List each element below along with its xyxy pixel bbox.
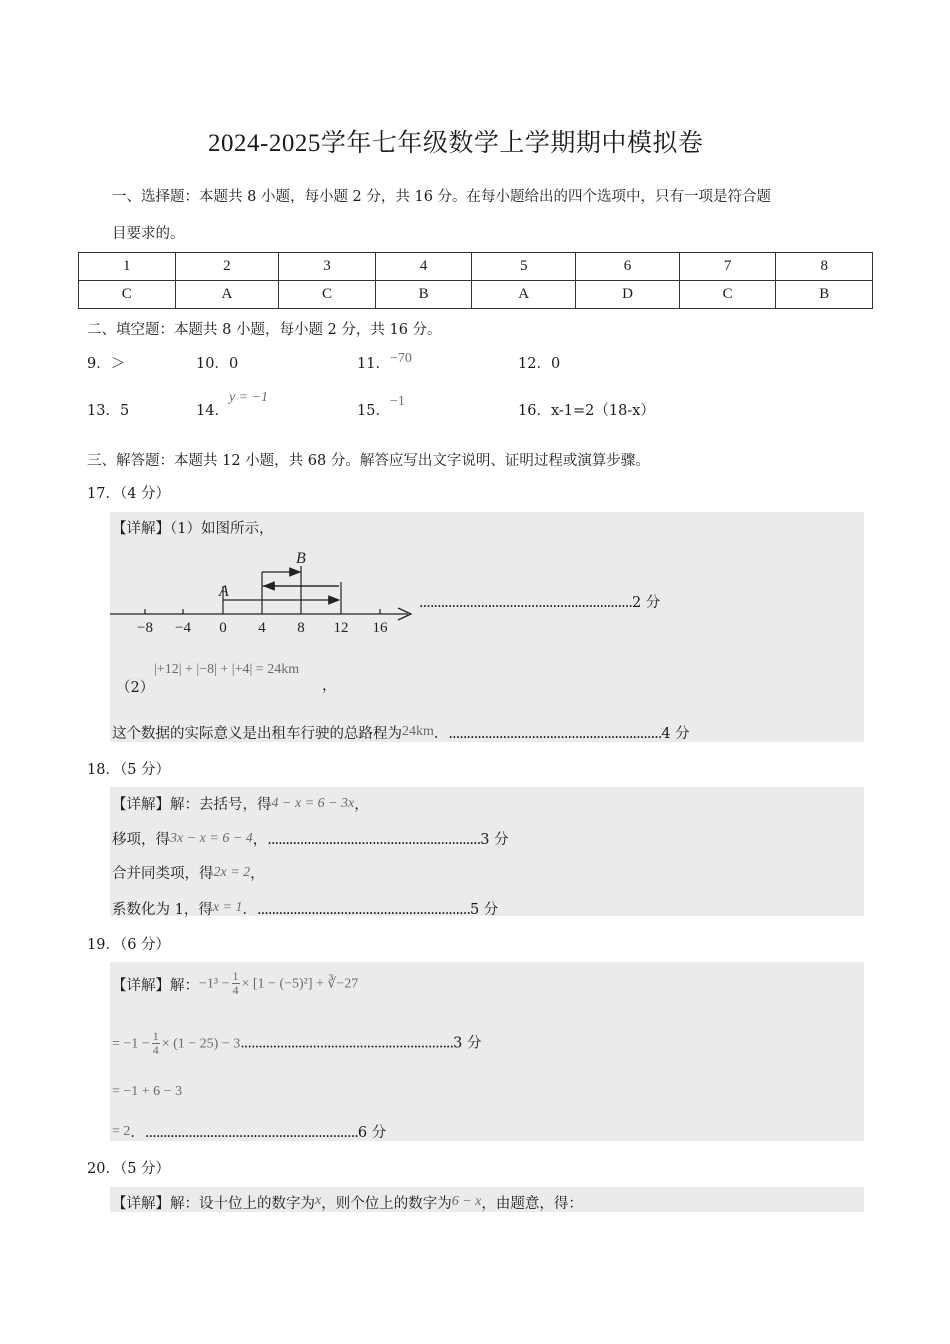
q18-line1 bbox=[112, 793, 369, 814]
table-cell: 7 bbox=[679, 253, 776, 281]
leader-dots: ........................................................... bbox=[257, 902, 470, 918]
answer-value: 5 bbox=[119, 403, 130, 419]
q17-line3-text: 这个数据的实际意义是出租车行驶的总路程为 bbox=[112, 726, 402, 742]
fill-answer-9 bbox=[87, 352, 125, 373]
q20-line1-text-a: 【详解】解：设十位上的数字为 bbox=[112, 1196, 315, 1212]
question-number: 9． bbox=[87, 356, 111, 372]
q17-part2-math: |+12| + |−8| + |+4| = 24km bbox=[154, 662, 300, 677]
table-cell: A bbox=[175, 281, 279, 309]
fill-answer-13 bbox=[87, 399, 129, 420]
page-title: 2024-2025学年七年级数学上学期期中模拟卷 bbox=[208, 130, 704, 157]
q18-line3-math: 2x = 2 bbox=[213, 865, 251, 880]
tick-labels bbox=[137, 620, 388, 636]
table-cell: 3 bbox=[279, 253, 376, 281]
tick-marks bbox=[145, 566, 380, 614]
leader-dots: ........................................................... bbox=[144, 1125, 358, 1141]
q19-line1-text: 【详解】解： bbox=[112, 977, 199, 994]
q19-line4 bbox=[112, 1121, 386, 1142]
score: 6 分 bbox=[357, 1125, 387, 1141]
section3-heading: 三、解答题：本题共 12 小题，共 68 分。解答应写出文字说明、证明过程或演算步骤。 bbox=[87, 453, 650, 469]
fill-answer-12 bbox=[518, 352, 560, 373]
tick-label: 8 bbox=[297, 620, 305, 636]
fraction-one-quarter bbox=[152, 1030, 160, 1057]
table-cell: 2 bbox=[175, 253, 279, 281]
q19-line2-math-b: × (1 − 25) − 3 bbox=[161, 1036, 241, 1052]
q17-part2-label: （2） bbox=[116, 680, 155, 696]
leader-dots: ........................................................... bbox=[419, 595, 632, 611]
table-cell: C bbox=[79, 281, 176, 309]
question-number: 11． bbox=[357, 356, 390, 372]
answer-value: ＞ bbox=[110, 356, 126, 372]
question-number: 10． bbox=[196, 356, 229, 372]
tick-label: 12 bbox=[333, 620, 349, 636]
q19-line4-math: = 2 bbox=[112, 1124, 131, 1139]
question-number: 12． bbox=[518, 356, 551, 372]
tick-label: 4 bbox=[258, 620, 266, 636]
table-cell: A bbox=[472, 281, 576, 309]
leader-dots: ........................................................... bbox=[240, 1035, 454, 1052]
fraction-numerator: 1 bbox=[232, 969, 239, 983]
answer-value: 0 bbox=[228, 356, 239, 372]
answer-value: 0 bbox=[550, 356, 561, 372]
answer-value: x-1=2（18-x） bbox=[550, 403, 655, 419]
q20-line1-text-b: ，则个位上的数字为 bbox=[321, 1196, 452, 1212]
fill-answer-14 bbox=[196, 390, 269, 420]
q18-line4-text: 系数化为 1，得 bbox=[112, 902, 213, 918]
q20-line1-math-a: x bbox=[315, 1193, 322, 1208]
tick-label: −8 bbox=[137, 620, 153, 636]
leader-dots: ........................................................... bbox=[448, 726, 662, 742]
answer-table-answer-row bbox=[79, 281, 873, 309]
section1-heading-cont: 目要求的。 bbox=[112, 226, 185, 242]
score: 2 分 bbox=[631, 595, 661, 611]
q17-score-line1 bbox=[419, 591, 660, 612]
tick-label: 16 bbox=[372, 620, 388, 636]
q19-line3: = −1 + 6 − 3 bbox=[112, 1084, 183, 1099]
q18-line2-text: 移项，得 bbox=[112, 832, 170, 848]
q18-line4 bbox=[112, 898, 498, 919]
score: 5 分 bbox=[469, 902, 499, 918]
question-20-label: 20．（5 分） bbox=[87, 1161, 171, 1177]
fraction-denominator: 4 bbox=[152, 1043, 159, 1057]
question-19-label: 19．（6 分） bbox=[87, 937, 171, 953]
q19-line1 bbox=[112, 970, 358, 997]
q19-line2 bbox=[112, 1030, 482, 1057]
question-number: 13． bbox=[87, 403, 120, 419]
punctuation: ． bbox=[242, 902, 258, 918]
q18-line3 bbox=[112, 862, 265, 883]
question-number: 14． bbox=[196, 403, 229, 419]
q20-line1 bbox=[112, 1192, 583, 1213]
q17-line3 bbox=[112, 722, 690, 743]
leader-dots: ........................................................... bbox=[267, 832, 481, 848]
q19-line1-math-a: −1³ − bbox=[199, 976, 230, 992]
question-17-label: 17．（4 分） bbox=[87, 486, 171, 502]
fill-answer-15 bbox=[357, 394, 405, 420]
q18-line3-text: 合并同类项，得 bbox=[112, 866, 214, 882]
punctuation: ， bbox=[250, 866, 265, 882]
answer-table-number-row bbox=[79, 253, 873, 281]
q19-line2-math-a: = −1 − bbox=[112, 1036, 150, 1052]
punctuation: ， bbox=[354, 797, 369, 813]
fill-answer-10 bbox=[196, 352, 238, 373]
table-cell: C bbox=[279, 281, 376, 309]
table-cell: B bbox=[776, 281, 873, 309]
table-cell: 1 bbox=[79, 253, 176, 281]
punctuation: ． bbox=[433, 726, 449, 742]
q18-line4-math: x = 1 bbox=[212, 900, 243, 915]
q18-line1-math: 4 − x = 6 − 3x bbox=[271, 796, 355, 811]
score: 4 分 bbox=[661, 726, 690, 742]
score: 3 分 bbox=[480, 832, 509, 848]
tick-label: 0 bbox=[219, 620, 227, 636]
table-cell: 6 bbox=[576, 253, 680, 281]
answer-value: −1 bbox=[389, 394, 405, 409]
question-18-label: 18．（5 分） bbox=[87, 762, 171, 778]
table-cell: 4 bbox=[375, 253, 472, 281]
fraction-numerator: 1 bbox=[152, 1029, 159, 1043]
score: 3 分 bbox=[453, 1035, 482, 1052]
q17-line1: 【详解】（1）如图所示， bbox=[112, 521, 274, 537]
section1-heading: 一、选择题：本题共 8 小题，每小题 2 分，共 16 分。在每小题给出的四个选项中，只有一项是符合题 bbox=[112, 189, 772, 205]
table-cell: D bbox=[576, 281, 680, 309]
q20-line1-math-b: 6 − x bbox=[451, 1194, 482, 1209]
fraction-denominator: 4 bbox=[232, 983, 239, 997]
tick-label: −4 bbox=[175, 620, 191, 636]
table-cell: 8 bbox=[776, 253, 873, 281]
table-cell: C bbox=[679, 281, 776, 309]
section2-heading: 二、填空题：本题共 8 小题，每小题 2 分，共 16 分。 bbox=[87, 322, 442, 338]
point-b-label: B bbox=[296, 550, 306, 567]
q20-line1-text-c: ，由题意，得： bbox=[481, 1196, 583, 1212]
q18-line1-text: 【详解】解：去括号，得 bbox=[112, 797, 272, 813]
q19-line1-math-b: × [1 − (−5)²] + ∛−27 bbox=[241, 976, 359, 992]
fill-answer-11 bbox=[357, 352, 412, 373]
fill-answer-16 bbox=[518, 399, 655, 420]
q17-line3-math: 24km bbox=[402, 724, 434, 739]
fraction-one-quarter bbox=[232, 970, 240, 997]
answer-value: y = −1 bbox=[228, 390, 269, 405]
point-a-label: A bbox=[219, 583, 229, 600]
punctuation: ． bbox=[130, 1125, 145, 1141]
table-cell: 5 bbox=[472, 253, 576, 281]
q18-line2 bbox=[112, 828, 509, 849]
q18-line2-math: 3x − x = 6 − 4 bbox=[170, 831, 253, 846]
table-cell: B bbox=[375, 281, 472, 309]
answer-table bbox=[78, 252, 873, 309]
number-line-diagram bbox=[108, 546, 418, 638]
q17-part2-end: ， bbox=[322, 678, 337, 694]
punctuation: ， bbox=[252, 832, 268, 848]
question-number: 16． bbox=[518, 403, 551, 419]
question-number: 15． bbox=[357, 403, 390, 419]
answer-value: −70 bbox=[389, 351, 412, 366]
